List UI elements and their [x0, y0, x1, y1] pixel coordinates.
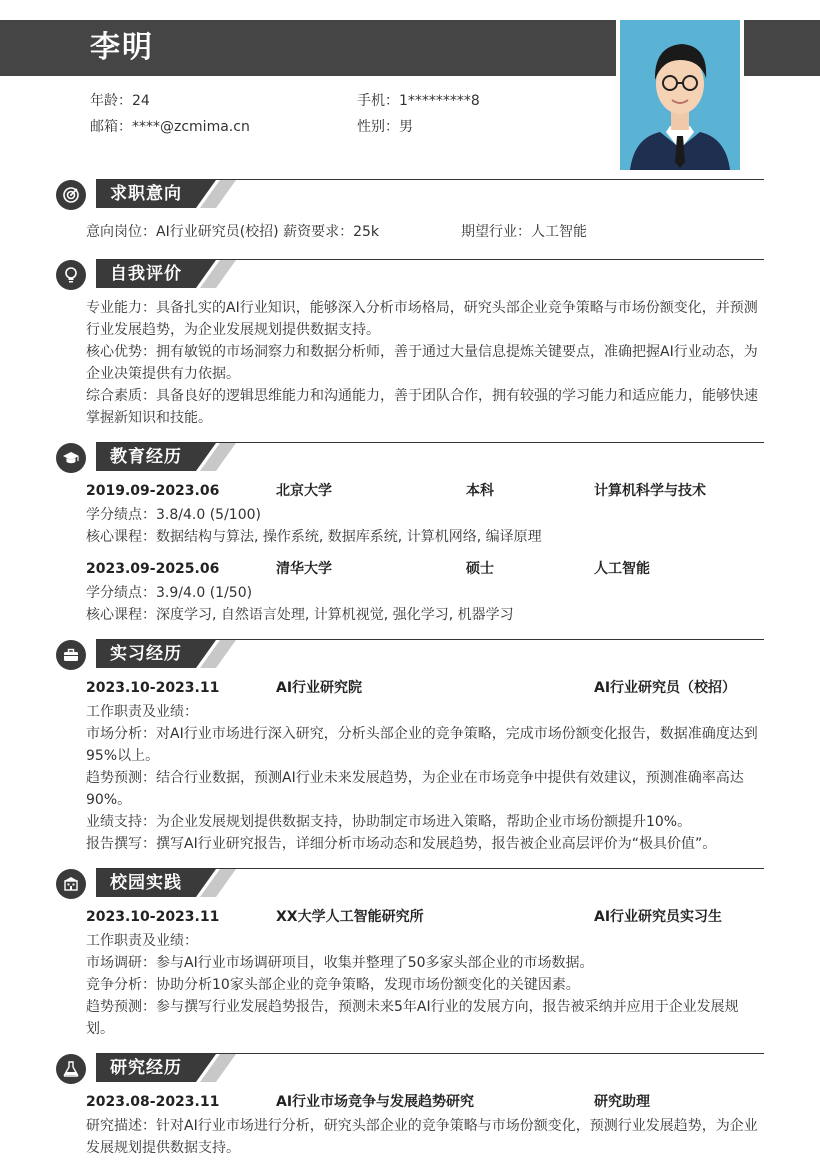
section-title: 教育经历 — [110, 447, 182, 467]
age-label: 年龄： — [90, 93, 132, 109]
campus-duty-heading: 工作职责及业绩： — [86, 933, 198, 949]
self-eval-professional: 专业能力：具备扎实的AI行业知识，能够深入分析市场格局，研究头部企业竞争策略与市场份额变化，并预测行业发展趋势，为企业发展规划提供数据支持。 — [86, 300, 758, 338]
candidate-name: 李明 — [90, 30, 154, 65]
edu-major: 计算机科学与技术 — [594, 483, 706, 499]
edu-degree: 本科 — [466, 483, 494, 499]
edu-date: 2023.09-2025.06 — [86, 561, 220, 577]
salary-expectation: 薪资要求：25k — [283, 224, 380, 240]
section-title: 自我评价 — [110, 264, 182, 284]
internship-entry-header — [86, 677, 766, 699]
expected-industry: 期望行业：人工智能 — [461, 224, 587, 240]
phone-label: 手机： — [357, 93, 399, 109]
campus-org: XX大学人工智能研究所 — [276, 909, 424, 925]
education-entry-header — [86, 480, 766, 502]
target-icon — [56, 180, 86, 210]
gender-label: 性别： — [357, 119, 399, 135]
edu-date: 2019.09-2023.06 — [86, 483, 220, 499]
section-campus-practice — [56, 868, 764, 900]
gender-value: 男 — [399, 119, 413, 135]
campus-line: 市场调研：参与AI行业市场调研项目，收集并整理了50多家头部企业的市场数据。 — [86, 955, 594, 971]
section-job-intent — [56, 179, 764, 211]
edu-gpa: 学分绩点：3.8/4.0 (5/100) — [86, 507, 261, 523]
research-date: 2023.08-2023.11 — [86, 1094, 220, 1110]
job-intent-line — [86, 221, 766, 243]
campus-line: 趋势预测：参与撰写行业发展趋势报告，预测未来5年AI行业的发展方向，报告被采纳并应用于企业发展规划。 — [86, 999, 739, 1037]
section-title: 校园实践 — [110, 873, 182, 893]
age-value: 24 — [132, 93, 150, 109]
research-topic: AI行业市场竞争与发展趋势研究 — [276, 1094, 475, 1110]
edu-gpa: 学分绩点：3.9/4.0 (1/50) — [86, 585, 253, 601]
self-eval-advantage: 核心优势：拥有敏锐的市场洞察力和数据分析师，善于通过大量信息提炼关键要点，准确把握AI行业动态，为企业决策提供有力依据。 — [86, 344, 758, 382]
flask-icon — [56, 1054, 86, 1084]
intern-line: 趋势预测：结合行业数据，预测AI行业未来发展趋势，为企业在市场竞争中提供有效建议，预测准确率高达90%。 — [86, 770, 744, 808]
campus-line: 竞争分析：协助分析10家头部企业的竞争策略，发现市场份额变化的关键因素。 — [86, 977, 580, 993]
education-entry-header — [86, 558, 766, 580]
section-self-evaluation — [56, 259, 764, 291]
edu-courses: 核心课程：深度学习, 自然语言处理, 计算机视觉, 强化学习, 机器学习 — [86, 607, 514, 623]
graduation-cap-icon — [56, 443, 86, 473]
intern-role: AI行业研究员（校招） — [594, 680, 737, 696]
section-education — [56, 442, 764, 474]
email-info — [90, 117, 250, 137]
phone-info — [357, 91, 480, 111]
section-title: 研究经历 — [110, 1058, 182, 1078]
edu-school: 北京大学 — [276, 483, 332, 499]
section-research — [56, 1053, 764, 1085]
edu-courses: 核心课程：数据结构与算法, 操作系统, 数据库系统, 计算机网络, 编译原理 — [86, 529, 542, 545]
header-bar-accent — [744, 20, 820, 76]
edu-school: 清华大学 — [276, 561, 332, 577]
campus-role: AI行业研究员实习生 — [594, 909, 723, 925]
self-eval-overall: 综合素质：具备良好的逻辑思维能力和沟通能力，善于团队合作，拥有较强的学习能力和适应能力，能够快速掌握新知识和技能。 — [86, 388, 758, 426]
research-entry-header — [86, 1091, 766, 1113]
email-label: 邮箱： — [90, 119, 132, 135]
lightbulb-icon — [56, 260, 86, 290]
gender-info — [357, 117, 413, 137]
intern-duty-heading: 工作职责及业绩： — [86, 704, 198, 720]
intern-date: 2023.10-2023.11 — [86, 680, 220, 696]
campus-entry-header — [86, 906, 766, 928]
intern-line: 业绩支持：为企业发展规划提供数据支持，协助制定市场进入策略，帮助企业市场份额提升10%。 — [86, 814, 692, 830]
phone-value: 1*********8 — [399, 93, 480, 109]
intended-position: 意向岗位：AI行业研究员(校招) — [86, 224, 279, 240]
intern-org: AI行业研究院 — [276, 680, 363, 696]
email-value: ****@zcmima.cn — [132, 119, 250, 135]
section-title: 求职意向 — [110, 184, 182, 204]
intern-line: 报告撰写：撰写AI行业研究报告，详细分析市场动态和发展趋势，报告被企业高层评价为“极具价值”。 — [86, 836, 717, 852]
age-info — [90, 91, 150, 111]
edu-major: 人工智能 — [594, 561, 650, 577]
edu-degree: 硕士 — [466, 561, 494, 577]
briefcase-icon — [56, 640, 86, 670]
building-icon — [56, 869, 86, 899]
intern-line: 市场分析：对AI行业市场进行深入研究，分析头部企业的竞争策略，完成市场份额变化报告，数据准确度达到95%以上。 — [86, 726, 758, 764]
research-description: 研究描述：针对AI行业市场进行分析，研究头部企业的竞争策略与市场份额变化，预测行业发展趋势，为企业发展规划提供数据支持。 — [86, 1118, 758, 1156]
section-internship — [56, 639, 764, 671]
section-title: 实习经历 — [110, 644, 182, 664]
campus-date: 2023.10-2023.11 — [86, 909, 220, 925]
profile-photo — [620, 20, 740, 170]
research-role: 研究助理 — [594, 1094, 650, 1110]
